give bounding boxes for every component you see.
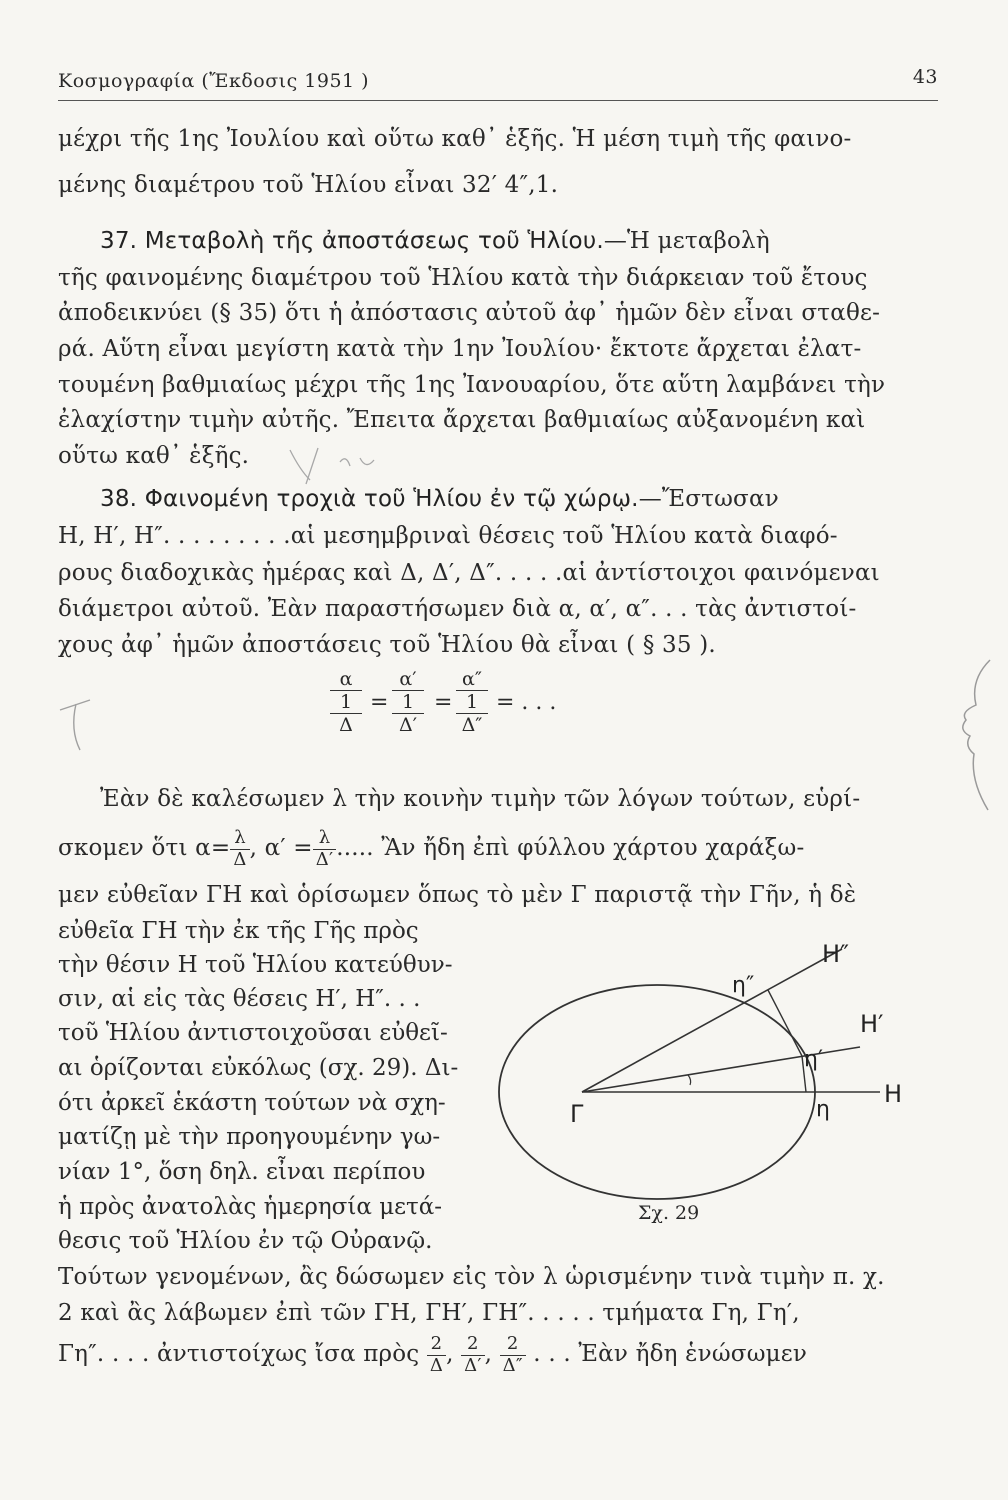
fraction xyxy=(313,828,337,870)
fraction-denominator: Δ xyxy=(233,848,247,870)
fraction-numerator: λ xyxy=(230,828,249,850)
body-line: ρά. Αὕτη εἶναι μεγίστη κατὰ τὴν 1ην Ἰουλίου· ἔκτοτε ἄρχεται ἐλατ- xyxy=(58,336,862,362)
formula-denominator: Δ′ xyxy=(398,714,418,736)
formula-one: 1 xyxy=(392,691,424,714)
label-h: η xyxy=(816,1097,830,1122)
body-line: Η, Η′, Η″. . . . . . . . .αἱ μεσημβριναὶ θέσεις τοῦ Ἡλίου κατὰ διαφό- xyxy=(58,523,838,549)
body-line: τῆς φαινομένης διαμέτρου τοῦ Ἡλίου κατὰ τὴν διάρκειαν τοῦ ἔτους xyxy=(58,265,868,291)
column-line: αι ὁρίζονται εὐκόλως (σχ. 29). Δι- xyxy=(58,1055,459,1081)
body-line-with-fractions: Γη″. . . . ἀντιστοίχως ἴσα πρὸς $\frac{2}{\Delta}$ , $\frac{2}{\Delta'}$ , $\frac{2}{\Delta''}$ . . . Ἐὰν ἤδη ἑνώσωμεν xyxy=(58,1333,808,1376)
body-line: μέχρι τῆς 1ης Ἰουλίου καὶ οὕτω καθ᾽ ἑξῆς. Ἡ μέση τιμὴ τῆς φαινο- xyxy=(58,126,852,152)
body-line: 2 καὶ ἂς λάβωμεν ἐπὶ τῶν ΓΗ, ΓΗ′, ΓΗ″. . . . . τμήματα Γη, Γη′, xyxy=(58,1300,800,1326)
formula-equals: = xyxy=(370,690,389,715)
formula-denominator: Δ xyxy=(339,714,353,736)
body-line: τουμένη βαθμιαίως μέχρι τῆς 1ης Ἰανουαρίου, ὅτε αὕτη λαμβάνει τὴν xyxy=(58,372,886,398)
fraction xyxy=(461,1334,485,1376)
fraction-numerator: λ xyxy=(313,828,337,850)
fraction xyxy=(230,828,249,870)
formula-one: 1 xyxy=(330,691,362,714)
body-text: ..... Ἂν ἤδη ἐπὶ φύλλου χάρτου χαράξω- xyxy=(336,835,805,862)
fraction-denominator: Δ xyxy=(429,1354,444,1376)
column-line: ματίζῃ μὲ τὴν προηγουμένην γω- xyxy=(58,1124,441,1150)
label-h2: η″ xyxy=(732,973,755,998)
fraction-denominator: Δ′ xyxy=(315,848,334,870)
label-H1: H′ xyxy=(860,1010,884,1038)
body-line: ἀποδεικνύει (§ 35) ὅτι ἡ ἀπόστασις αὐτοῦ ἀφ᾽ ἡμῶν δὲν εἶναι σταθε- xyxy=(58,300,881,326)
body-line: χους ἀφ᾽ ἡμῶν ἀποστάσεις τοῦ Ἡλίου θὰ εἶναι ( § 35 ). xyxy=(58,632,716,658)
page-number: 43 xyxy=(912,66,938,88)
orbit-diagram xyxy=(460,920,920,1240)
angle-arc xyxy=(688,1075,691,1085)
fraction-numerator: 2 xyxy=(500,1334,526,1356)
body-line: οὕτω καθ᾽ ἑξῆς. xyxy=(58,443,250,469)
margin-profile-doodle xyxy=(930,650,1000,820)
column-line: τοῦ Ἡλίου ἀντιστοιχοῦσαι εὐθεῖ- xyxy=(58,1020,448,1046)
figure-caption: Σχ. 29 xyxy=(638,1202,700,1224)
body-text: —Ἡ μεταβολὴ xyxy=(603,228,770,254)
fraction xyxy=(427,1334,446,1376)
label-G: Γ xyxy=(570,1100,584,1128)
figure-29 xyxy=(460,920,920,1240)
label-H2: H″ xyxy=(822,940,850,968)
body-line: Τούτων γενομένων, ἂς δώσωμεν εἰς τὸν λ ὡρισμένην τινὰ τιμὴν π. χ. xyxy=(58,1264,885,1290)
body-line: μεν εὐθεῖαν ΓΗ καὶ ὁρίσωμεν ὅπως τὸ μὲν Γ παριστᾷ τὴν Γῆν, ἡ δὲ xyxy=(58,882,857,908)
formula-one: 1 xyxy=(456,691,488,714)
column-line: σιν, αἱ εἰς τὰς θέσεις Η′, Η″. . . xyxy=(58,986,421,1012)
fraction-numerator: 2 xyxy=(461,1334,485,1356)
column-line: τὴν θέσιν Η τοῦ Ἡλίου κατεύθυν- xyxy=(58,952,453,978)
label-h1: η′ xyxy=(804,1047,823,1072)
body-line: ρους διαδοχικὰς ἡμέρας καὶ Δ, Δ′, Δ″. . . . .αἱ ἀντίστοιχοι φαινόμεναι xyxy=(58,560,880,586)
running-header xyxy=(58,66,938,101)
body-text: Γη″. . . . ἀντιστοίχως ἴσα πρὸς xyxy=(58,1341,420,1368)
body-line: μένης διαμέτρου τοῦ Ἡλίου εἶναι 32′ 4″,1. xyxy=(58,172,559,198)
column-line: θεσις τοῦ Ἡλίου ἐν τῷ Οὐρανῷ. xyxy=(58,1228,433,1254)
formula-term xyxy=(456,668,488,736)
formula-term xyxy=(330,668,362,736)
chord-h1-h2 xyxy=(768,990,802,1056)
section-38-heading: 38. Φαινομένη τροχιὰ τοῦ Ἡλίου ἐν τῷ χώρῳ. xyxy=(100,486,639,512)
label-H: H xyxy=(884,1080,903,1108)
body-text: —Ἔστωσαν xyxy=(638,486,779,512)
body-line-with-fractions xyxy=(58,828,908,870)
running-title: Κοσμογραφία (Ἔκδοσις 1951 ) xyxy=(58,70,370,92)
proportion-formula xyxy=(330,668,630,758)
body-line: Ἐὰν δὲ καλέσωμεν λ τὴν κοινὴν τιμὴν τῶν λόγων τούτων, εὑρί- xyxy=(100,786,861,812)
column-line: ἡ πρὸς ἀνατολὰς ἡμερησία μετά- xyxy=(58,1194,443,1220)
column-line: ότι ἀρκεῖ ἑκάστη τούτων νὰ σχη- xyxy=(58,1090,446,1116)
formula-denominator: Δ″ xyxy=(461,714,483,736)
formula-numerator: α xyxy=(330,668,362,691)
section-38-first-line xyxy=(100,486,908,512)
fraction-denominator: Δ′ xyxy=(464,1354,482,1376)
body-text: . . . Ἐὰν ἤδη ἑνώσωμεν xyxy=(533,1341,808,1368)
body-line: διάμετροι αὐτοῦ. Ἐὰν παραστήσωμεν διὰ α, α′, α″. . . τὰς ἀντιστοί- xyxy=(58,596,857,622)
body-text: , α′ = xyxy=(249,835,313,862)
formula-numerator: α′ xyxy=(392,668,424,691)
formula-tail: = . . . xyxy=(496,690,557,715)
fraction-denominator: Δ″ xyxy=(502,1354,523,1376)
fraction-numerator: 2 xyxy=(427,1334,446,1356)
body-text: σκομεν ὅτι α= xyxy=(58,835,231,862)
section-37-heading: 37. Μεταβολὴ τῆς ἀποστάσεως τοῦ Ἡλίου. xyxy=(100,228,604,254)
formula-equals: = xyxy=(434,690,453,715)
section-37-first-line xyxy=(100,228,908,254)
margin-pencil-mark xyxy=(270,440,420,490)
body-line: ἐλαχίστην τιμὴν αὐτῆς. Ἔπειτα ἄρχεται βαθμιαίως αὐξανομένη καὶ xyxy=(58,407,866,433)
margin-pencil-mark xyxy=(50,690,110,760)
column-line: εὐθεῖα ΓΗ τὴν ἐκ τῆς Γῆς πρὸς xyxy=(58,918,419,944)
formula-term xyxy=(392,668,424,736)
column-line: νίαν 1°, ὅση δηλ. εἶναι περίπου xyxy=(58,1159,426,1185)
fraction xyxy=(500,1334,526,1376)
formula-numerator: α″ xyxy=(456,668,488,691)
